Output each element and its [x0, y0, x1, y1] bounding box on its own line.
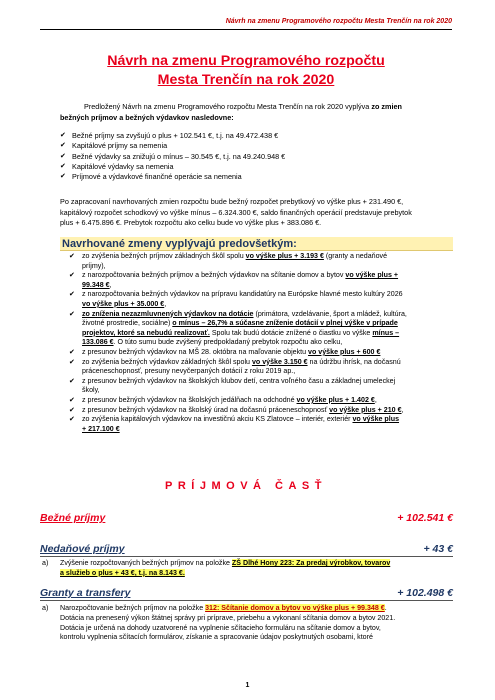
- checkmark-icon: ✔: [69, 377, 75, 385]
- divider: [40, 600, 453, 601]
- row-granty-transfery: Granty a transfery + 102.498 €: [40, 587, 453, 599]
- checkmark-icon: ✔: [60, 173, 66, 181]
- summary-paragraph: Po zapracovaní navrhovaných zmien rozpočtu bude bežný rozpočet prebytkový vo výške plus + 231.490 €, kapitálový rozpočet schodkový vo výške mínus – 6.324.300 €, saldo finančných operácií predstavuje prebytok plus + 6.475.896 €. Prebytok rozpočtu ako celku bude vo výške plus + 383.086 €.: [60, 197, 412, 228]
- item-zs-dlhe-hony: a) Zvýšenie rozpočtovaných bežných príjmov na položke ZŠ Dlhé Hony 223: Za predaj výrobkov, tovarov a služieb o plus + 43 €, t.j. na 8.143 €.: [42, 559, 391, 577]
- document-title: [40, 52, 452, 90]
- list-item: ✔ Kapitálové príjmy sa nemenia: [60, 141, 168, 151]
- part-heading: PRÍJMOVÁ ČASŤ: [165, 480, 327, 492]
- list-item: ✔ zo zvýšenia kapitálových výdavkov na investičnú akciu KS Zlatovce – interiér, exteriér vo výške plus + 217.100 €: [69, 415, 400, 433]
- checkmark-icon: ✔: [69, 406, 75, 414]
- list-item: ✔ z presunov bežných výdavkov na MŠ 28. októbra na maľovanie objektu vo výške plus + 600 €: [69, 347, 381, 356]
- checkmark-icon: ✔: [69, 358, 75, 366]
- list-item: ✔ z narozpočtovania bežných výdavkov na prípravu kandidatúry na Európske hlavné mesto kultúry 2026 vo výške plus + 35.000 €,: [69, 290, 403, 308]
- checkmark-icon: ✔: [69, 416, 75, 424]
- list-item: ✔ z narozpočtovania bežných príjmov a bežných výdavkov na sčítanie domov a bytov vo výške plus + 99.348 €,: [69, 271, 399, 289]
- list-item: ✔ Kapitálové výdavky sa nemenia: [60, 161, 174, 171]
- title-line-2: Mesta Trenčín na rok 2020: [157, 72, 335, 88]
- list-item: ✔ Bežné príjmy sa zvyšujú o plus + 102.541 €, t.j. na 49.472.438 €: [60, 131, 279, 140]
- list-item: ✔ zo zvýšenia bežných výdavkov základných škôl spolu vo výške 3.150 € na údržbu ihrísk, na dočasnú práceneschopnosť, presuny nevyčerpaných dotácií z roku 2019 ap.,: [69, 357, 401, 376]
- list-item: ✔ Bežné výdavky sa znižujú o mínus – 30.545 €, t.j. na 49.240.948 €: [60, 151, 286, 161]
- checkmark-icon: ✔: [60, 142, 66, 150]
- row-nedanove-prijmy: Nedaňové príjmy + 43 €: [40, 543, 453, 555]
- list-item: ✔ z presunov bežných výdavkov na školský úrad na dočasnú práceneschopnosť vo výške plus + 210 €,: [69, 405, 404, 414]
- checkmark-icon: ✔: [69, 272, 75, 280]
- checkmark-icon: ✔: [69, 291, 75, 299]
- checkmark-icon: ✔: [60, 152, 66, 160]
- list-item: ✔ zo zvýšenia bežných príjmov základných škôl spolu vo výške plus + 3.193 € (granty a nedaňové príjmy),: [69, 252, 388, 270]
- divider: [40, 556, 453, 557]
- changes-list: [60, 252, 456, 434]
- list-item: ✔ z presunov bežných výdavkov na školských klubov detí, centra voľného času a základnej umeleckej školy,: [69, 376, 396, 395]
- running-header: Návrh na zmenu Programového rozpočtu Mesta Trenčín na rok 2020: [40, 18, 452, 30]
- checkmark-icon: ✔: [69, 348, 75, 356]
- list-item: ✔ z presunov bežných výdavkov na školských jedálňach na odchodné vo výške plus + 1.402 €,: [69, 395, 377, 404]
- checkmark-icon: ✔: [69, 396, 75, 404]
- page-number: 1: [245, 682, 250, 689]
- list-item: ✔ Príjmové a výdavkové finančné operácie sa nemenia: [60, 172, 242, 182]
- item-scitanie-domov: a) Narozpočtovanie bežných príjmov na položke 312: Sčítanie domov a bytov vo výške plus + 99.348 €. Dotácia na prenesený výkon štátnej správy pri príprave, priebehu a vykonaní sčítania domov a bytov 2021. Dotácia je určená na dohody uzatvorené na vyplnenie sčítacieho formuláru na sčítanie domov a bytov, kontrolu vyplnenia sčítacích formulárov, získanie a spracovanie údajov poskytnutých osobami, ktoré: [42, 604, 396, 642]
- row-bezne-prijmy: Bežné príjmy + 102.541 €: [40, 512, 453, 524]
- title-line-1: Návrh na zmenu Programového rozpočtu: [107, 53, 385, 69]
- list-item: ✔ zo zníženia nezazmluvnených výdavkov na dotácie (primátora, vzdelávanie, šport a mládež, kultúra, životné prostredie, sociálne) o mínus – 26,7% a súčasne zníženie dotácií v plnej výške v prípade projektov, ktoré sa nebudú realizovať. Spolu tak budú dotácie znížené o čiastku vo výške mínus – 133.086 €. O túto sumu bude zvýšený predpokladaný prebytok rozpočtu ako celku,: [69, 309, 407, 347]
- checkmark-icon: ✔: [60, 162, 66, 170]
- checkmark-icon: ✔: [69, 253, 75, 260]
- checkmark-icon: ✔: [60, 132, 66, 139]
- change-summary-list: [60, 131, 456, 182]
- intro-paragraph: Predložený Návrh na zmenu Programového rozpočtu Mesta Trenčín na rok 2020 vyplýva zo zmien bežných príjmov a bežných výdavkov nasledovne:: [60, 102, 402, 122]
- checkmark-icon: ✔: [69, 310, 75, 318]
- section-heading: Navrhované zmeny vyplývajú predovšetkým:: [60, 237, 453, 251]
